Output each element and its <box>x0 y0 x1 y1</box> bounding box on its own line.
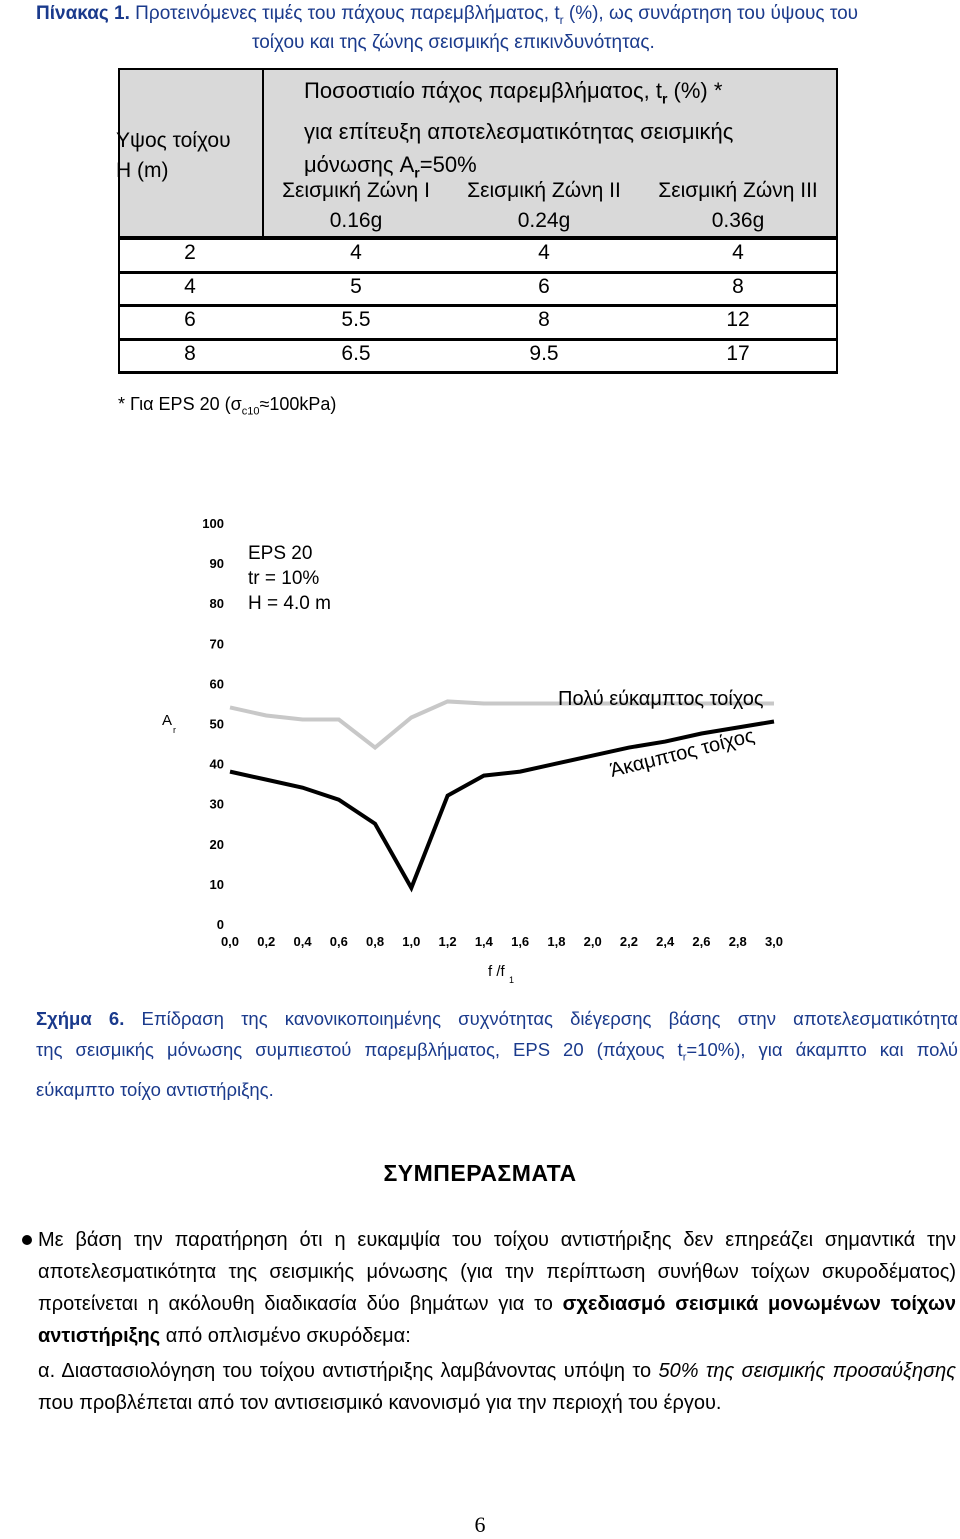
x-tick-label: 0,0 <box>220 934 240 949</box>
height-column-header: Υψος τοίχου H (m) <box>116 129 231 182</box>
x-tick-label: 2,2 <box>619 934 638 949</box>
x-tick-label: 0,8 <box>366 934 385 949</box>
x-tick-label: 0,6 <box>329 934 348 949</box>
x-tick-label: 2,6 <box>692 934 711 949</box>
zone-3-header: Σεισμική Ζώνη III 0.36g <box>658 179 818 232</box>
y-tick-label: 80 <box>209 596 224 612</box>
chart-annotation-line: tr = 10% <box>248 568 320 589</box>
rigid-wall-series-label: Άκαμπτος τοίχος <box>607 724 757 782</box>
x-tick-label: 1,8 <box>547 934 566 949</box>
page-number: 6 <box>474 1512 486 1537</box>
y-tick-label: 20 <box>209 836 224 852</box>
y-tick-label: 70 <box>209 636 224 652</box>
figure-caption-label: Σχήμα 6. <box>36 1008 125 1029</box>
row-line <box>118 271 838 274</box>
y-tick-label: 90 <box>209 556 224 572</box>
x-tick-label: 2,8 <box>728 934 747 949</box>
chart-annotation-line: EPS 20 <box>248 543 313 564</box>
row-line <box>118 304 838 307</box>
row-line <box>118 237 838 240</box>
zone-2-header: Σεισμική Ζώνη II 0.24g <box>467 179 621 232</box>
x-tick-label: 2,4 <box>656 934 675 949</box>
table-caption: Πίνακας 1. Προτεινόμενες τιμές του πάχους παρεμβλήματος, $t_r$ (%), ως συνάρτηση του ύψους του <box>36 3 859 27</box>
bullet-icon <box>22 1235 32 1245</box>
x-axis-label: f /f <box>488 963 505 980</box>
y-tick-label: 30 <box>209 796 224 812</box>
wall-thickness-table: Υψος τοίχου H (m) Ποσοστιαίο πάχος παρεμβλήματος, $t_r$ (%) * για επίτευξη αποτελεσματικότητας σεισμικής μόνωσης $A_r=50\%$ Σεισμική Ζώνη I 0.16g Σεισμική Ζώνη II 0.24g Σεισμική Ζώνη III 0.36g 2 4 4 4 4 5 6 8 6 5.5 8 12 8 6.5 9.5 17 <box>118 68 838 374</box>
design-step-a: α. Διαστασιολόγηση του τοίχου αντιστήριξης λαμβάνοντας υπόψη το 50% της σεισμικής προσαύξησης που προβλέπεται από τον αντισεισμικό κανονισμό για την περιοχή του έργου. <box>38 1360 956 1414</box>
x-tick-label: 0,2 <box>257 934 276 949</box>
zone-1-header: Σεισμική Ζώνη I 0.16g <box>282 179 430 232</box>
flexible-wall-series-label: Πολύ εύκαμπτος τοίχος <box>558 688 764 710</box>
table-caption-label: Πίνακας 1. <box>36 3 130 24</box>
table-footnote: * Για EPS 20 $(\sigma_{c10}\approx 100kPa)$ <box>118 394 337 418</box>
y-axis-label-sub: r <box>173 725 176 735</box>
y-tick-label: 40 <box>209 756 224 772</box>
y-tick-label: 60 <box>209 676 224 692</box>
x-tick-label: 2,0 <box>583 934 602 949</box>
figure-caption: Σχήμα 6. Επίδραση της κανονικοποιημένης συχνότητας διέγερσης βάσης στην αποτελεσματικότητα της σεισμικής μόνωσης συμπιεστού παρεμβλήματος, EPS 20 (πάχους $t_r=10\%$), για άκαμπτο και πολύ εύκαμπτο τοίχο αντιστήριξης. <box>36 1008 958 1100</box>
y-tick-label: 0 <box>216 917 224 932</box>
x-tick-label: 1,6 <box>511 934 530 949</box>
y-tick-label: 100 <box>202 516 224 531</box>
x-tick-label: 3,0 <box>764 934 784 949</box>
ar-vs-frequency-chart <box>150 505 800 985</box>
x-tick-label: 1,0 <box>402 934 421 949</box>
row-line <box>118 338 838 341</box>
y-axis-label: A <box>162 712 173 729</box>
table-caption-line2: τοίχου και της ζώνης σεισμικής επικινδυνότητας. <box>252 32 655 53</box>
row-line <box>118 371 838 374</box>
x-tick-label: 0,4 <box>293 934 312 949</box>
chart-annotation-line: H = 4.0 m <box>248 593 331 614</box>
conclusions-heading: ΣΥΜΠΕΡΑΣΜΑΤΑ <box>383 1160 577 1186</box>
y-tick-label: 10 <box>209 876 224 892</box>
x-axis-label-sub: 1 <box>509 975 515 985</box>
x-tick-label: 1,4 <box>474 934 493 949</box>
group-header: Ποσοστιαίο πάχος παρεμβλήματος, $t_r$ (%) * για επίτευξη αποτελεσματικότητας σεισμικής μόνωσης $A_r=50\%$ <box>304 78 734 181</box>
x-tick-label: 1,2 <box>438 934 457 949</box>
conclusion-bullet: Με βάση την παρατήρηση ότι η ευκαμψία του τοίχου αντιστήριξης δεν επηρεάζει σημαντικά την αποτελεσματικότητα της σεισμικής μόνωσης (για την περίπτωση συνήθων τοίχων σκυροδέματος) προτείνεται η ακόλουθη διαδικασία δύο βημάτων για το σχεδιασμό σεισμικά μονωμένων τοίχων αντιστήριξης από οπλισμένο σκυρόδεμα: <box>38 1229 956 1347</box>
y-tick-label: 50 <box>209 716 224 732</box>
